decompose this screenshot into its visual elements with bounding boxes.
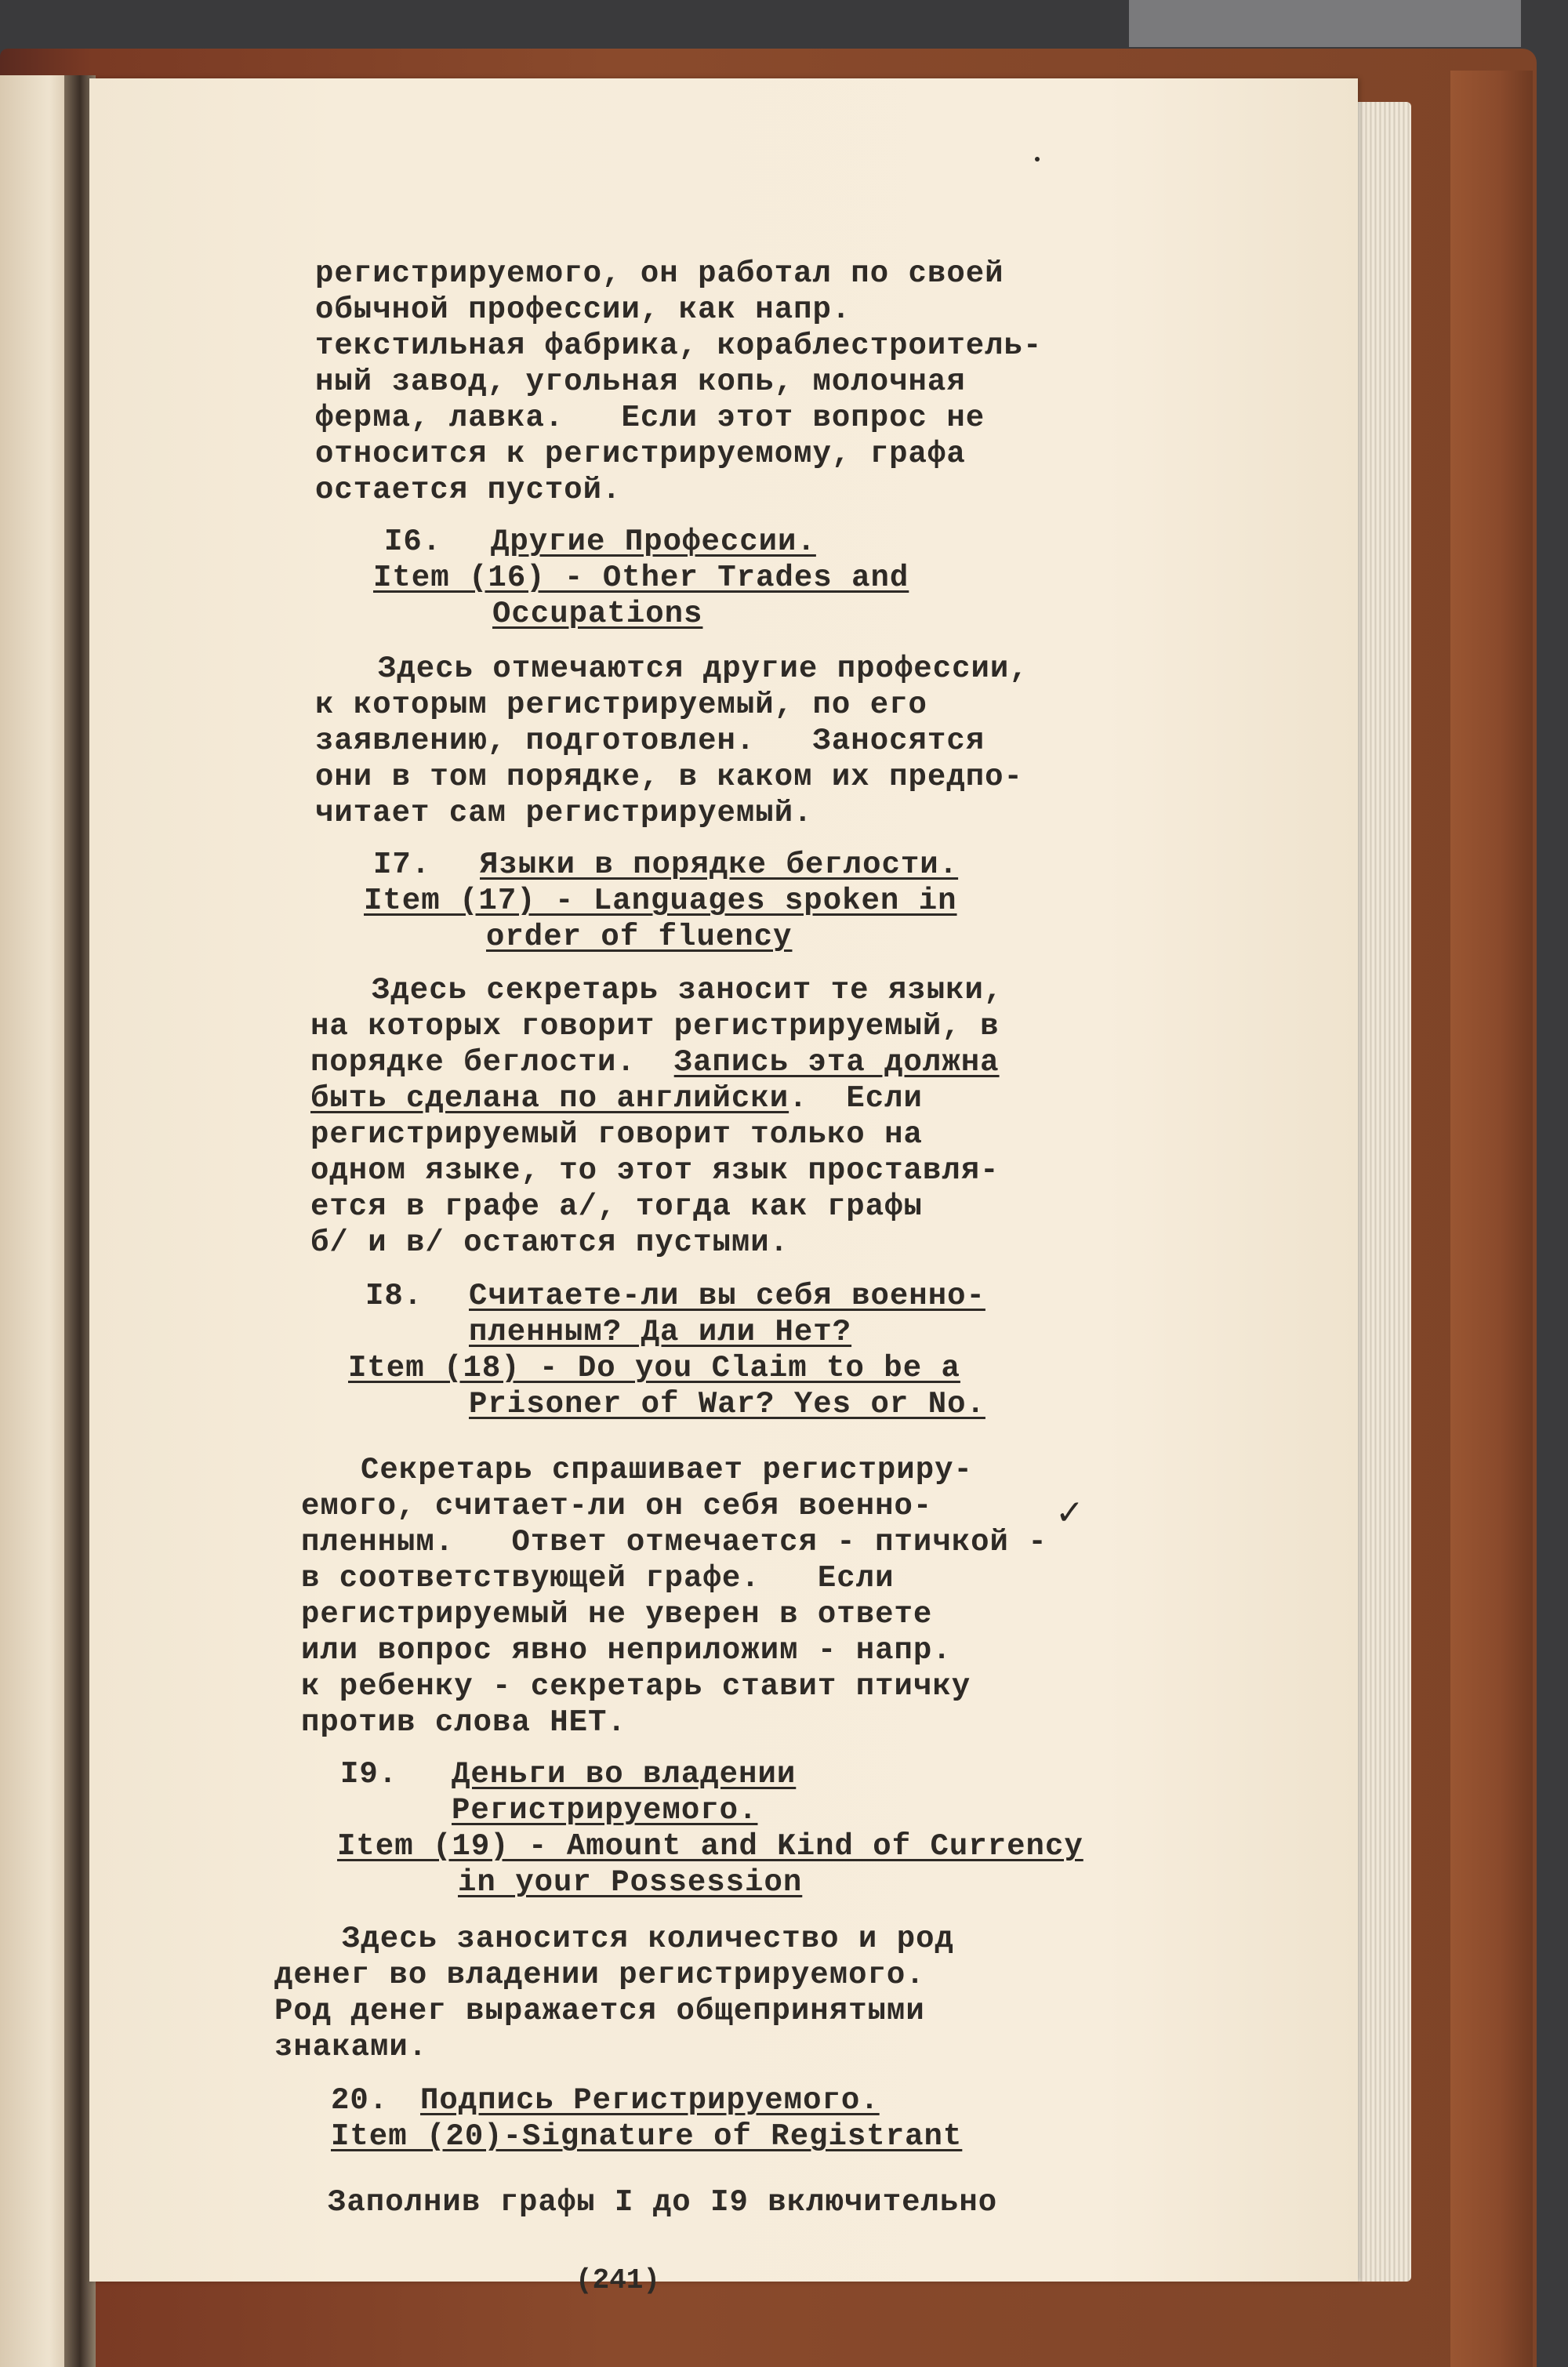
- plain-text: порядке беглости.: [310, 1045, 674, 1080]
- paragraph-line: они в том порядке, в каком их предпо-: [315, 760, 1023, 794]
- item-heading-en: Item (19) - Amount and Kind of Currency: [337, 1829, 1083, 1864]
- item-heading-en: order of fluency: [486, 920, 793, 954]
- paragraph-line: пленным. Ответ отмечается - птичкой -: [301, 1525, 1047, 1559]
- paragraph-line: читает сам регистрируемый.: [315, 796, 813, 830]
- paragraph-line: текстильная фабрика, кораблестроитель-: [315, 329, 1043, 363]
- item-number: I7.: [373, 848, 431, 882]
- item-heading-ru: Считаете-ли вы себя военно-: [469, 1279, 985, 1313]
- page-stack: [1348, 102, 1411, 2282]
- page-number: (241): [575, 2264, 661, 2296]
- document-page: [89, 78, 1358, 2296]
- item-heading-en: Occupations: [492, 597, 703, 631]
- item-heading-ru: Регистрируемого.: [452, 1793, 758, 1828]
- paragraph-line: относится к регистрируемому, графа: [315, 437, 966, 471]
- item-heading-ru: пленным? Да или Нет?: [469, 1315, 852, 1349]
- paragraph-line: Здесь отмечаются другие профессии,: [378, 652, 1029, 686]
- paragraph-line: регистрируемого, он работал по своей: [315, 256, 1004, 291]
- paragraph-line: регистрируемый говорит только на: [310, 1117, 923, 1152]
- paragraph-line: остается пустой.: [315, 473, 622, 507]
- item-heading-en: Item (16) - Other Trades and: [373, 561, 909, 595]
- paragraph-line: регистрируемый не уверен в ответе: [301, 1597, 933, 1632]
- paragraph-line: ферма, лавка. Если этот вопрос не: [315, 401, 985, 435]
- item-heading-en: Prisoner of War? Yes or No.: [469, 1387, 985, 1421]
- checkmark-icon: ✓: [1055, 1493, 1084, 1533]
- book-cover-edge: [1450, 71, 1533, 2367]
- scanner-background-grey: [1129, 0, 1552, 47]
- paragraph-line: Секретарь спрашивает регистриру-: [361, 1453, 973, 1487]
- paragraph-line: обычной профессии, как напр.: [315, 292, 851, 327]
- plain-text: . Если: [789, 1081, 923, 1116]
- paragraph-line: Род денег выражается общепринятыми: [274, 1994, 925, 2028]
- paragraph-line: одном языке, то этот язык проставля-: [310, 1153, 1000, 1188]
- paragraph-line: б/ и в/ остаются пустыми.: [310, 1225, 789, 1260]
- item-heading-en: Item (18) - Do you Claim to be a: [348, 1351, 960, 1385]
- paragraph-line: против слова НЕТ.: [301, 1705, 626, 1740]
- ink-speck: [1035, 157, 1040, 162]
- item-heading-ru: Подпись Регистрируемого.: [420, 2083, 880, 2118]
- item-heading-en: in your Possession: [458, 1865, 803, 1900]
- item-heading-ru: Другие Профессии.: [491, 525, 816, 559]
- paragraph-line: Заполнив графы I до I9 включительно: [328, 2185, 998, 2220]
- paragraph-line: [310, 1044, 1000, 1081]
- paragraph-line: денег во владении регистрируемого.: [274, 1958, 925, 1992]
- paragraph-line: заявлению, подготовлен. Заносятся: [315, 724, 985, 758]
- item-heading-ru: Деньги во владении: [452, 1757, 797, 1792]
- paragraph-line: к которым регистрируемый, по его: [315, 688, 927, 722]
- item-number: I8.: [365, 1279, 423, 1313]
- item-number: I9.: [340, 1757, 398, 1792]
- paragraph-line: на которых говорит регистрируемый, в: [310, 1009, 1000, 1044]
- paragraph-line: знаками.: [274, 2030, 428, 2064]
- underlined-text: Запись эта должна: [673, 1045, 1000, 1080]
- item-heading-en: Item (20)-Signature of Registrant: [331, 2119, 963, 2154]
- paragraph-line: ный завод, угольная копь, молочная: [315, 365, 966, 399]
- paragraph-line: Здесь заносится количество и род: [342, 1922, 954, 1956]
- paragraph-line: ется в графе а/, тогда как графы: [310, 1189, 923, 1224]
- item-number: 20.: [331, 2083, 389, 2118]
- underlined-text: быть сделана по английски: [310, 1081, 789, 1116]
- item-number: I6.: [384, 525, 442, 559]
- item-heading-en: Item (17) - Languages spoken in: [364, 884, 957, 918]
- paragraph-line: в соответствующей графе. Если: [301, 1561, 895, 1596]
- paragraph-line: или вопрос явно неприложим - напр.: [301, 1633, 952, 1668]
- item-heading-ru: Языки в порядке беглости.: [480, 848, 959, 882]
- paragraph-line: емого, считает-ли он себя военно-: [301, 1489, 933, 1523]
- facing-page: [0, 75, 71, 2367]
- paragraph-line: [310, 1080, 923, 1117]
- paragraph-line: к ребенку - секретарь ставит птичку: [301, 1669, 971, 1704]
- paragraph-line: Здесь секретарь заносит те языки,: [372, 973, 1004, 1007]
